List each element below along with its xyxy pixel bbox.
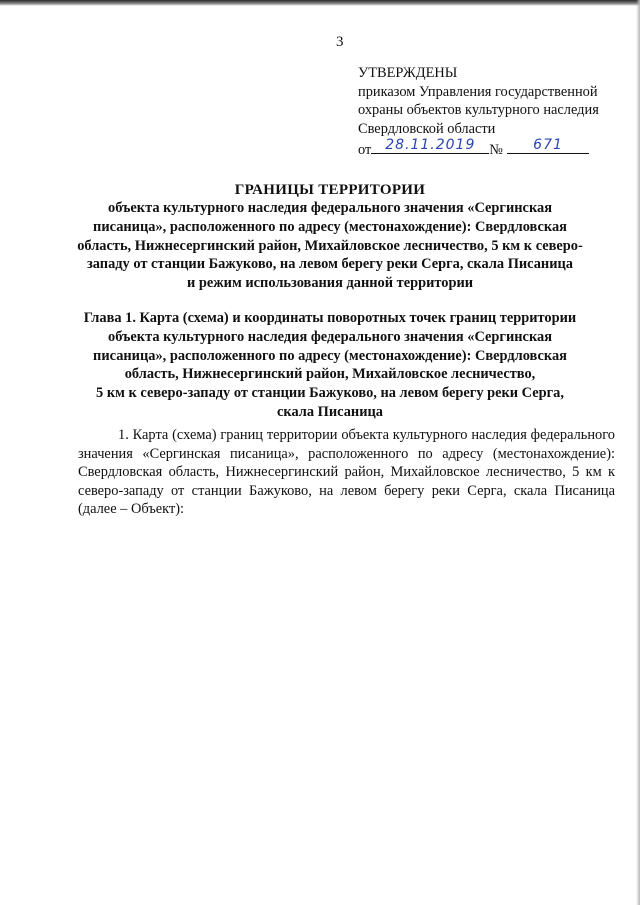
subtitle-line-2: писаница», расположенного по адресу (местонахождение): Свердловская xyxy=(93,218,567,235)
date-blank xyxy=(371,138,489,154)
subtitle-line-4: западу от станции Бажуково, на левом берегу реки Серга, скала Писаница xyxy=(86,256,574,273)
document-subtitle xyxy=(40,199,620,293)
chapter-line-1: Глава 1. Карта (схема) и координаты поворотных точек границ территории xyxy=(83,310,577,326)
subtitle-line-5: и режим использования данной территории xyxy=(186,275,474,292)
page-number: 3 xyxy=(336,34,344,50)
approval-line-1: приказом Управления государственной xyxy=(358,83,598,100)
paragraph-text: 1. Карта (схема) границ территории объекта культурного наследия федерального значения «Сергинская писаница», расположенного по адресу (местонахождение): Свердловская область, Нижнесергинский район, Михайловское лесничество, 5 км к северо-западу от станции Бажуково, на левом берегу реки Серга, скала Писаница (далее – Объект): xyxy=(78,427,615,518)
chapter-line-3: писаница», расположенного по адресу (местонахождение): Свердловская xyxy=(93,347,567,364)
number-prefix: № xyxy=(489,142,504,158)
number-blank xyxy=(507,138,589,154)
handwritten-date: 28.11.2019 xyxy=(385,137,476,153)
chapter-line-4: область, Нижнесергинский район, Михайловское лесничество, xyxy=(124,366,536,383)
chapter-line-5: 5 км к северо-западу от станции Бажуково, на левом берегу реки Серга, xyxy=(96,385,564,402)
body-paragraph xyxy=(78,426,615,519)
chapter-heading xyxy=(40,309,620,422)
approval-heading: УТВЕРЖДЕНЫ xyxy=(358,65,458,81)
scan-edge-right xyxy=(636,0,640,905)
approval-line-3: Свердловской области xyxy=(358,120,496,137)
handwritten-number: 671 xyxy=(533,137,563,153)
approval-date-number-row xyxy=(358,138,628,160)
subtitle-line-1: объекта культурного наследия федерального значения «Сергинская xyxy=(108,200,552,216)
scan-edge-top xyxy=(0,0,640,6)
chapter-line-2: объекта культурного наследия федерального значения «Сергинская xyxy=(108,328,552,345)
date-prefix: от xyxy=(358,142,372,158)
approval-line-2: охраны объектов культурного наследия xyxy=(358,102,599,118)
subtitle-line-3: область, Нижнесергинский район, Михайловское лесничество, 5 км к северо- xyxy=(77,237,583,254)
document-title: ГРАНИЦЫ ТЕРРИТОРИИ xyxy=(234,182,426,198)
chapter-line-6: скала Писаница xyxy=(277,403,383,420)
approval-block xyxy=(358,64,628,160)
